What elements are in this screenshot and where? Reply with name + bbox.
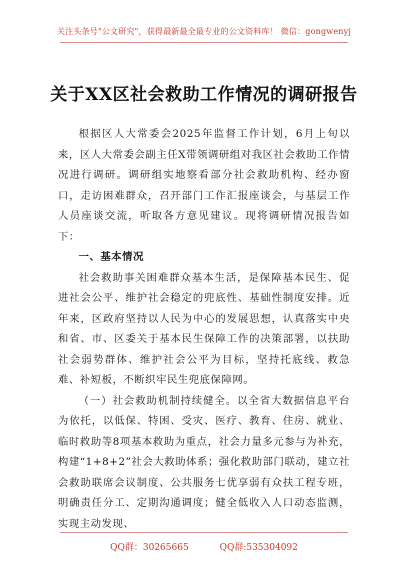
header-divider [60,42,348,43]
document-title: 关于XX区社会救助工作情况的调研报告 [50,85,358,105]
footer-qq-group-1: QQ群：30265665 [110,543,189,553]
document-body [58,124,350,534]
section-heading-basic: 一、基本情况 [78,251,144,263]
footer [0,540,408,553]
section-paragraph: 社会救助事关困难群众基本生活，是保障基本民生、促进社会公平、维护社会稳定的兜底性、基础性制度安排。近年来，区政府坚持以人民为中心的发展思想，认真落实中央和省、市、区委关于基本民生保障工作的决策部署，以扶助社会弱势群体、维护社会公平为目标，坚持托底线、救急难、补短板，不断织牢民生兜底保障网。 [58,271,350,386]
header-banner: 关注头条号"公文研究"，获得最新最全最专业的公文资料库！ 微信：gongwenyj [56,27,352,36]
subsection-paragraph [58,391,350,535]
subsection-text: 以全省大数据信息平台为依托，以低保、特困、受灾、医疗、教育、住房、就业、临时救助等8项基本救助为重点，社会力量多元参与为补充，构建“1+8+2”社会大救助体系；强化救助部门联动，建立社会救助联席会议制度、公共服务七优享弱有众扶工程专班，明确责任分工、定期沟通调度；健全低收入人口动态监测，实现主动发现、 [58,394,351,530]
subsection-lead: （一）社会救助机制持续健全。 [78,394,238,407]
intro-paragraph: 根据区人大常委会2025年监督工作计划，6月上旬以来，区人大常委会副主任X带领调研组对我区社会救助工作情况进行调研。调研组实地察看部分社会救助机构、经办窗口，走访困难群众，召开部门工作汇报座谈会，与基层工作人员座谈交流，听取各方意见建议。现将调研情况报告如下： [58,128,350,243]
footer-qq-group-2: QQ群:535304092 [219,543,298,553]
footer-divider [60,532,348,533]
